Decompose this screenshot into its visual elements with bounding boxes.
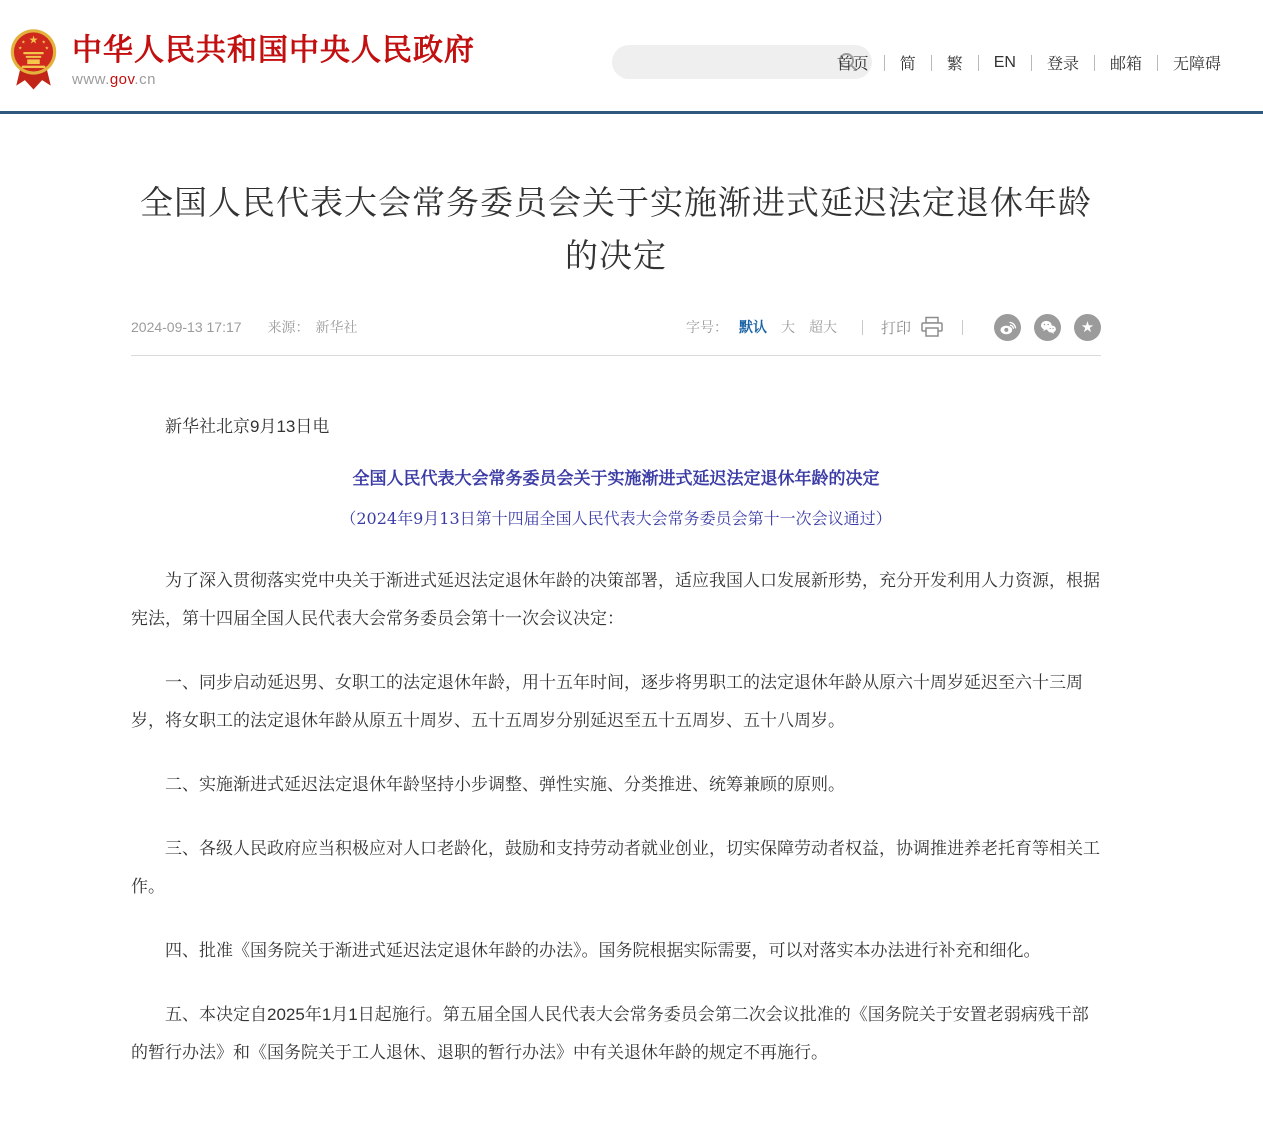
wechat-icon bbox=[1038, 317, 1058, 337]
dateline: 新华社北京9月13日电 bbox=[165, 417, 330, 436]
fontsize-large-button[interactable]: 大 bbox=[780, 319, 795, 335]
nav-english[interactable]: EN bbox=[993, 53, 1016, 71]
article-meta-right bbox=[686, 314, 1101, 341]
site-title: 中华人民共和国中央人民政府 bbox=[72, 34, 475, 67]
meta-separator bbox=[962, 320, 963, 335]
nav-login[interactable]: 登录 bbox=[1046, 56, 1079, 73]
svg-text:★: ★ bbox=[28, 33, 39, 47]
weibo-icon bbox=[998, 317, 1018, 337]
article-meta-left bbox=[131, 317, 358, 337]
source-label: 来源： bbox=[267, 319, 310, 335]
search-input[interactable] bbox=[612, 45, 832, 79]
favorite-star-button[interactable] bbox=[1074, 314, 1101, 341]
document-title: 全国人民代表大会常务委员会关于实施渐进式延迟法定退休年龄的决定 bbox=[352, 469, 880, 488]
article-body bbox=[131, 356, 1101, 1128]
nav-separator bbox=[884, 55, 885, 71]
share-weibo-button[interactable] bbox=[994, 314, 1021, 341]
nav-separator bbox=[1031, 55, 1032, 71]
paragraph: 三、各级人民政府应当积极应对人口老龄化，鼓励和支持劳动者就业创业，切实保障劳动者权益，协调推进养老托育等相关工作。 bbox=[131, 839, 1100, 896]
svg-text:★: ★ bbox=[21, 40, 26, 46]
fontsize-label: 字号： bbox=[685, 319, 728, 335]
share-wechat-button[interactable] bbox=[1034, 314, 1061, 341]
paragraph: 为了深入贯彻落实党中央关于渐进式延迟法定退休年龄的决策部署，适应我国人口发展新形势，充分开发利用人力资源，根据宪法，第十四届全国人民代表大会常务委员会第十一次会议决定： bbox=[131, 571, 1100, 628]
nav-separator bbox=[931, 55, 932, 71]
nav-traditional[interactable]: 繁 bbox=[946, 56, 963, 73]
paragraph: 四、批准《国务院关于渐进式延迟法定退休年龄的办法》。国务院根据实际需要，可以对落实本办法进行补充和细化。 bbox=[165, 941, 1041, 960]
nav-accessibility[interactable]: 无障碍 bbox=[1172, 56, 1221, 73]
article-meta-row bbox=[131, 310, 1101, 344]
nav-mail[interactable]: 邮箱 bbox=[1109, 56, 1142, 73]
site-url-prefix: www. bbox=[72, 71, 110, 88]
top-nav bbox=[835, 51, 1223, 74]
share-icons bbox=[981, 314, 1101, 341]
site-header bbox=[0, 0, 1263, 114]
paragraph: 二、实施渐进式延迟法定退休年龄坚持小步调整、弹性实施、分类推进、统筹兼顾的原则。 bbox=[165, 775, 845, 794]
nav-separator bbox=[1094, 55, 1095, 71]
meta-separator bbox=[862, 320, 863, 335]
printer-icon bbox=[920, 316, 944, 338]
print-label: 打印 bbox=[880, 319, 911, 337]
site-url-gov: gov bbox=[109, 71, 135, 88]
brand-text bbox=[72, 26, 475, 88]
svg-text:★: ★ bbox=[44, 46, 49, 52]
svg-text:★: ★ bbox=[41, 40, 46, 46]
nav-home[interactable]: 首页 bbox=[836, 56, 869, 73]
fontsize-default-button[interactable]: 默认 bbox=[738, 319, 767, 335]
document-subtitle: （2024年9月13日第十四届全国人民代表大会常务委员会第十一次会议通过） bbox=[340, 509, 892, 528]
nav-separator bbox=[1157, 55, 1158, 71]
print-button[interactable] bbox=[881, 316, 944, 338]
article-content bbox=[131, 114, 1101, 1128]
search-box bbox=[612, 45, 872, 79]
page-title: 全国人民代表大会常务委员会关于实施渐进式延迟法定退休年龄的决定 bbox=[140, 184, 1092, 274]
star-icon: ★ bbox=[1080, 317, 1095, 336]
source-value: 新华社 bbox=[315, 319, 358, 335]
nav-simplified[interactable]: 简 bbox=[899, 56, 916, 73]
fontsize-xlarge-button[interactable]: 超大 bbox=[808, 319, 837, 335]
site-logo-link[interactable] bbox=[10, 26, 475, 92]
site-url bbox=[72, 71, 475, 88]
paragraph: 五、本决定自2025年1月1日起施行。第五届全国人民代表大会常务委员会第二次会议批准的《国务院关于安置老弱病残干部的暂行办法》和《国务院关于工人退休、退职的暂行办法》中有关退休年龄的规定不再施行。 bbox=[131, 1005, 1089, 1062]
site-url-suffix: .cn bbox=[134, 71, 156, 88]
national-emblem-icon bbox=[10, 26, 57, 92]
publish-datetime: 2024-09-13 17:17 bbox=[131, 319, 242, 335]
svg-text:★: ★ bbox=[18, 46, 23, 52]
paragraph: 一、同步启动延迟男、女职工的法定退休年龄，用十五年时间，逐步将男职工的法定退休年龄从原六十周岁延迟至六十三周岁，将女职工的法定退休年龄从原五十周岁、五十五周岁分别延迟至五十五周岁、五十八周岁。 bbox=[131, 673, 1083, 730]
nav-separator bbox=[978, 55, 979, 71]
